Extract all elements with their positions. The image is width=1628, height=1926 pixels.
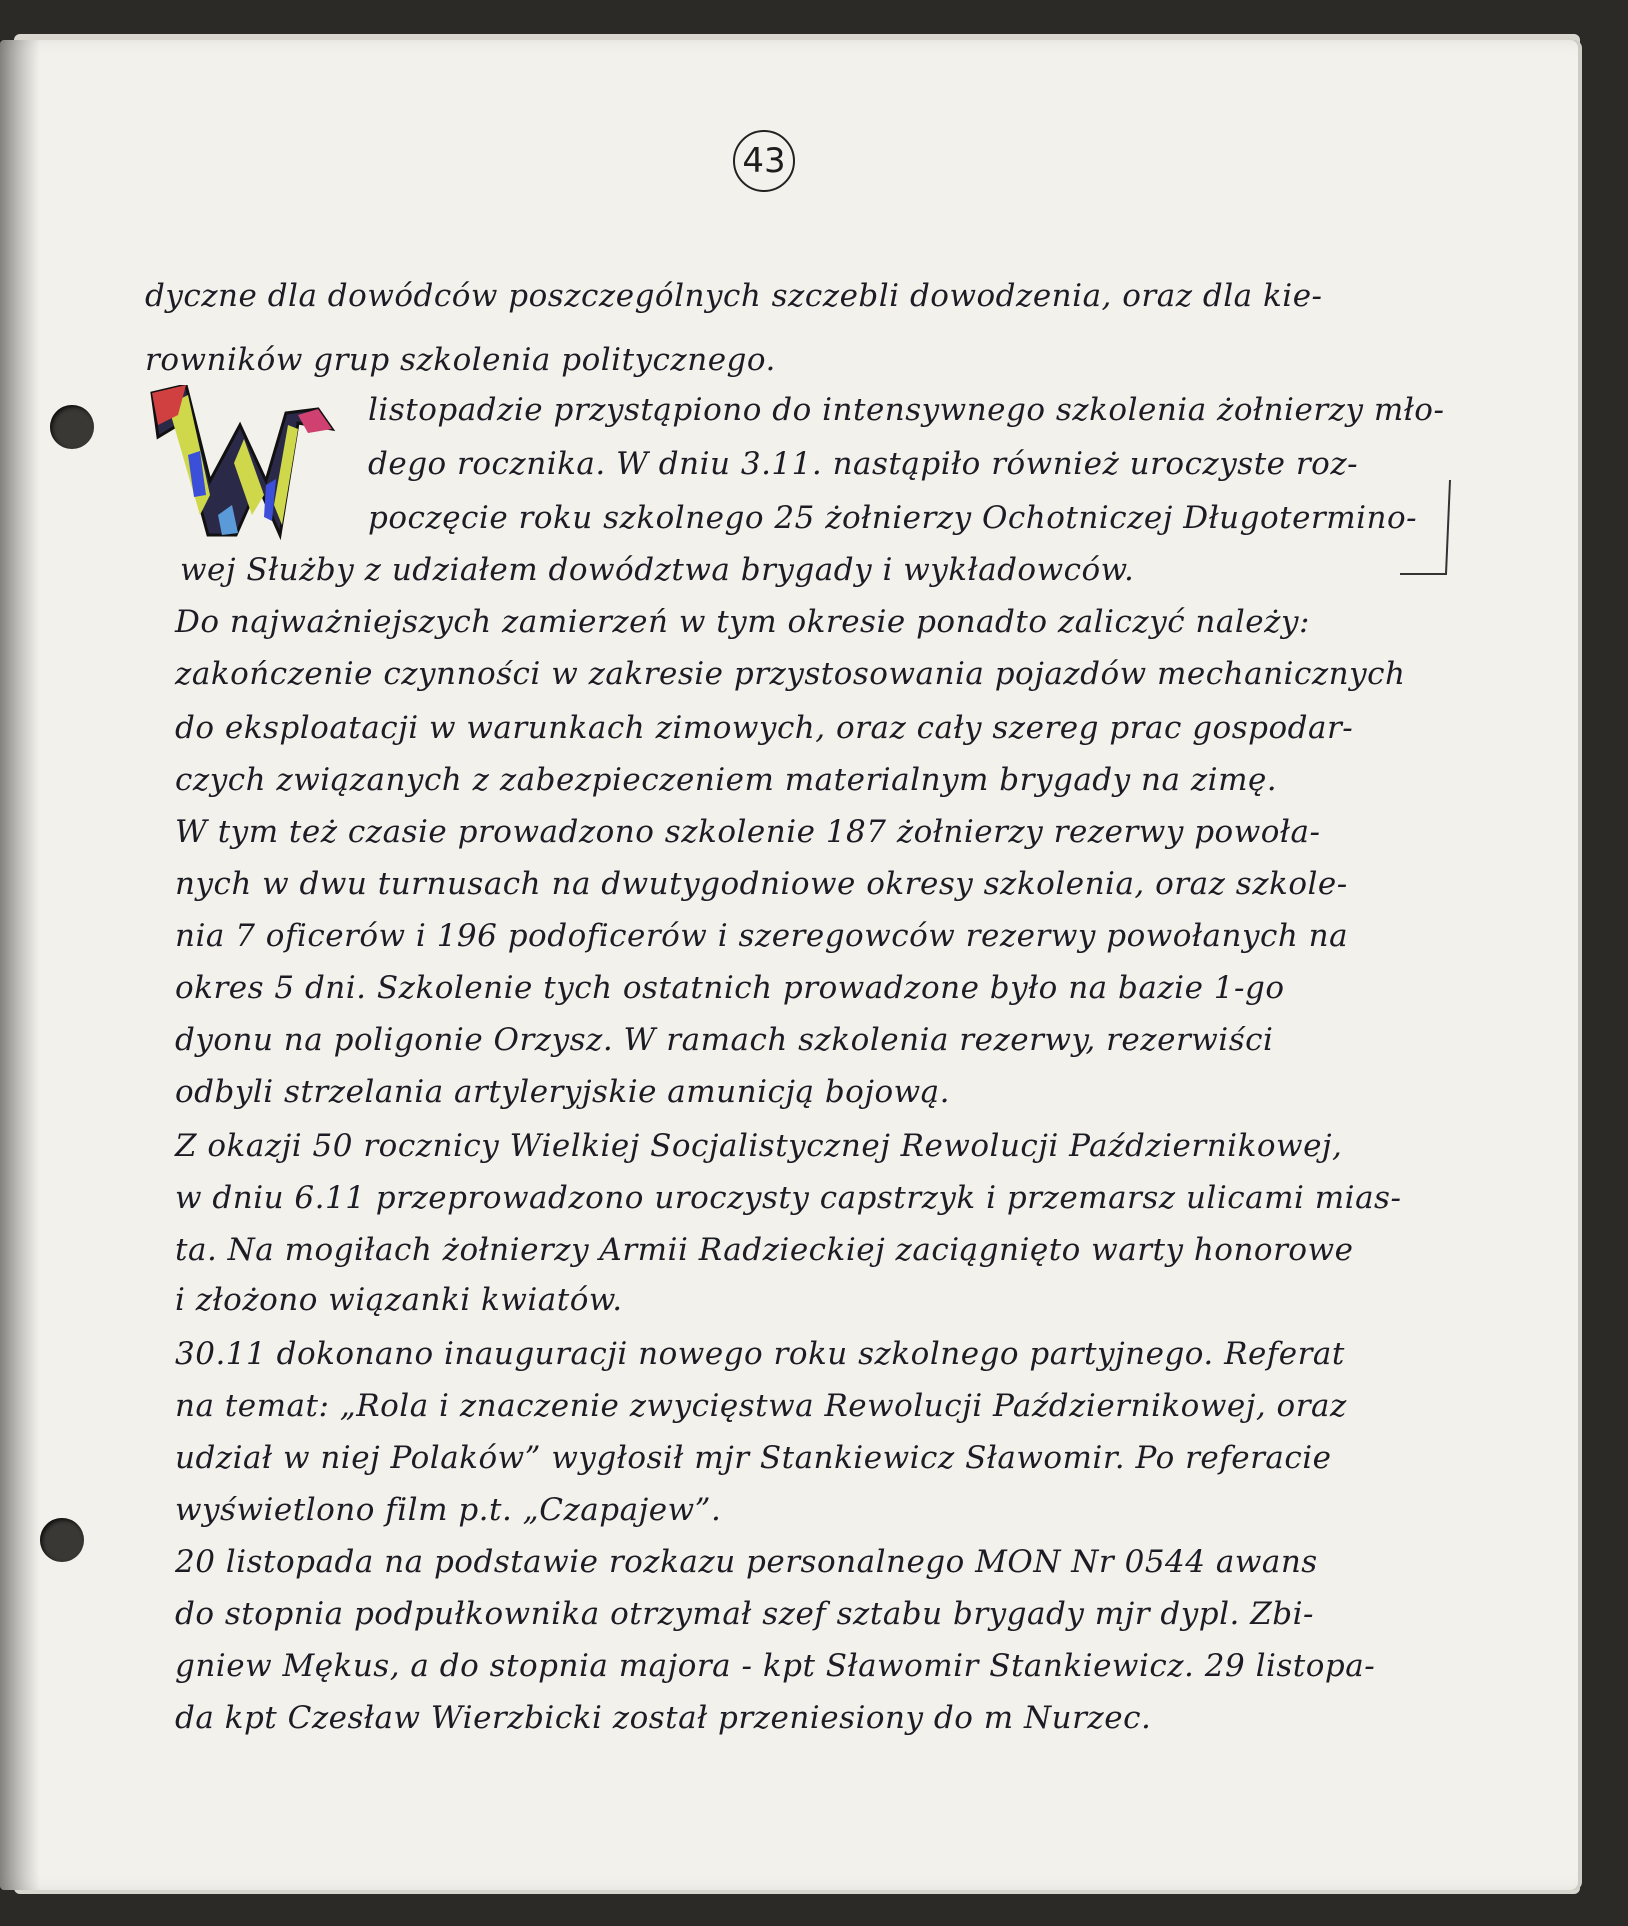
- text-line: Do najważniejszych zamierzeń w tym okresie ponadto zaliczyć należy:: [175, 604, 1310, 640]
- text-line: listopadzie przystąpiono do intensywnego szkolenia żołnierzy mło-: [368, 392, 1445, 428]
- text-line: dyczne dla dowódców poszczególnych szczebli dowodzenia, oraz dla kie-: [145, 278, 1323, 314]
- text-line: zakończenie czynności w zakresie przystosowania pojazdów mechanicznych: [175, 656, 1406, 692]
- text-line: W tym też czasie prowadzono szkolenie 187 żołnierzy rezerwy powoła-: [175, 814, 1321, 850]
- text-line: do stopnia podpułkownika otrzymał szef sztabu brygady mjr dypl. Zbi-: [175, 1596, 1314, 1632]
- text-line: na temat: „Rola i znaczenie zwycięstwa Rewolucji Październikowej, oraz: [175, 1388, 1347, 1424]
- text-line: odbyli strzelania artyleryjskie amunicją bojową.: [175, 1074, 950, 1110]
- text-line: nych w dwu turnusach na dwutygodniowe okresy szkolenia, oraz szkole-: [175, 866, 1348, 902]
- text-line: ta. Na mogiłach żołnierzy Armii Radzieckiej zaciągnięto warty honorowe: [175, 1232, 1354, 1268]
- text-line: poczęcie roku szkolnego 25 żołnierzy Ochotniczej Długotermino-: [368, 500, 1418, 536]
- text-line: w dniu 6.11 przeprowadzono uroczysty capstrzyk i przemarsz ulicami mias-: [175, 1180, 1402, 1216]
- text-line: dego rocznika. W dniu 3.11. nastąpiło również uroczyste roz-: [368, 446, 1359, 482]
- text-line: rowników grup szkolenia politycznego.: [145, 342, 776, 378]
- text-line: i złożono wiązanki kwiatów.: [175, 1282, 623, 1318]
- text-line: wej Służby z udziałem dowództwa brygady i wykładowców.: [180, 552, 1135, 588]
- text-line: nia 7 oficerów i 196 podoficerów i szeregowców rezerwy powołanych na: [175, 918, 1349, 954]
- page-number: 43: [733, 130, 795, 192]
- text-line: czych związanych z zabezpieczeniem materialnym brygady na zimę.: [175, 762, 1278, 798]
- text-line: 20 listopada na podstawie rozkazu personalnego MON Nr 0544 awans: [175, 1544, 1318, 1580]
- text-line: dyonu na poligonie Orzysz. W ramach szkolenia rezerwy, rezerwiści: [175, 1022, 1274, 1058]
- text-line: da kpt Czesław Wierzbicki został przeniesiony do m Nurzec.: [175, 1700, 1152, 1736]
- text-line: do eksploatacji w warunkach zimowych, oraz cały szereg prac gospodar-: [175, 710, 1354, 746]
- text-line: gniew Mękus, a do stopnia majora - kpt Sławomir Stankiewicz. 29 listopa-: [175, 1648, 1376, 1684]
- text-line: wyświetlono film p.t. „Czapajew”.: [175, 1492, 722, 1528]
- text-line: udział w niej Polaków” wygłosił mjr Stankiewicz Sławomir. Po referacie: [175, 1440, 1332, 1476]
- text-line: 30.11 dokonano inauguracji nowego roku szkolnego partyjnego. Referat: [175, 1336, 1345, 1372]
- text-line: Z okazji 50 rocznicy Wielkiej Socjalistycznej Rewolucji Październikowej,: [175, 1128, 1343, 1164]
- text-line: okres 5 dni. Szkolenie tych ostatnich prowadzone było na bazie 1-go: [175, 970, 1285, 1006]
